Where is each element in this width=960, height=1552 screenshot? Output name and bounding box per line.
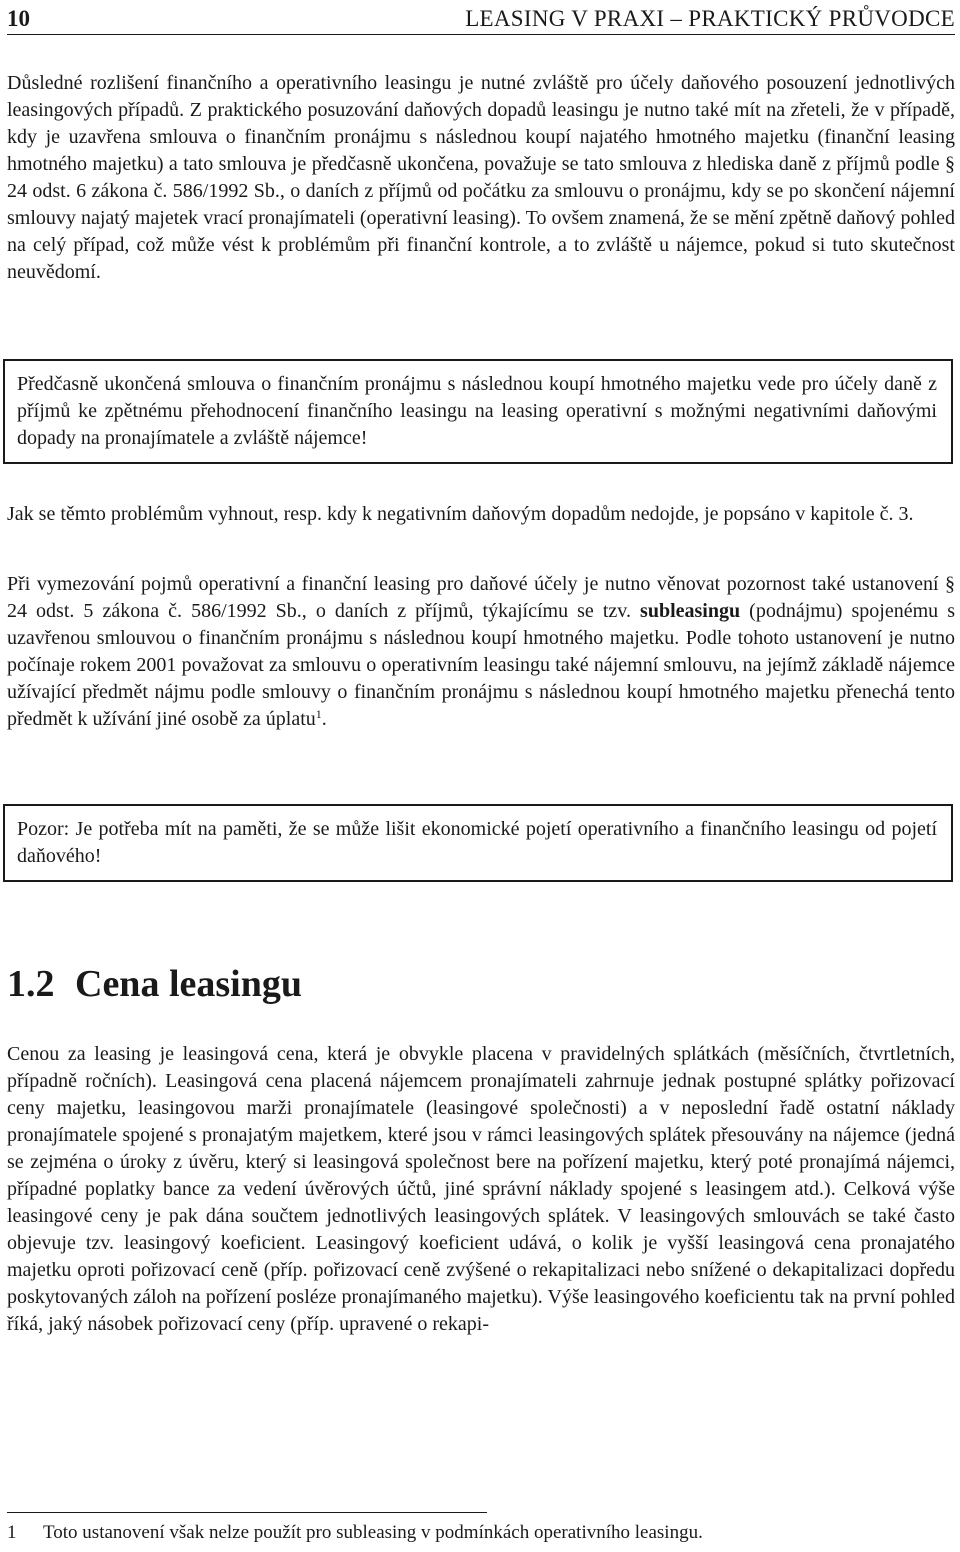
paragraph-how-to-avoid: Jak se těmto problémům vyhnout, resp. kdy k negativním daňovým dopadům nedojde, je popsáno v kapitole č. 3. xyxy=(7,503,914,525)
paragraph-leasing-price: Cenou za leasing je leasingová cena, která je obvykle placena v pravidelných splátkách (měsíčních, čtvrtletních, případně ročních). Leasingová cena placená nájemcem pronajímateli zahrnuje jednak postupné splátky pořizovací ceny majetku, leasingovou marži pronajímatele (leasingové společnosti) a v neposlední řadě ostatní náklady pronajímatele spojené s pronajatým majetkem, které jsou v rámci leasingových splátek přesouvány na nájemce (jedná se zejména o úroky z úvěru, který si leasingová společnost bere na pořízení majetku, který poté pronajímá nájemci, případné poplatky bance za vedení úvěrových účtů, jiné správní náklady spojené s leasingem atd.). Celková výše leasingové ceny je pak dána součtem jednotlivých leasingových splátek. V leasingových smlouvách se také často objevuje tzv. leasingový koeficient. Leasingový koeficient udává, o kolik je vyšší leasingová cena pronajatého majetku oproti pořizovací ceně (příp. pořizovací ceně zvýšené o rekapitalizaci nebo snížené o dekapitalizaci dopředu poskytovaných záloh na pořízení posléze pronajímaného majetku). Výše leasingového koeficientu tak na první pohled říká, jaký násobek pořizovací ceny (příp. upravené o rekapi- xyxy=(7,1043,955,1335)
subleasing-text-end: . xyxy=(321,708,327,730)
running-title: LEASING V PRAXI – PRAKTICKÝ PRŮVODCE xyxy=(465,6,955,31)
footnote-reference[interactable]: 1 xyxy=(315,707,322,721)
footnote xyxy=(7,1521,955,1545)
section-number: 1.2 xyxy=(7,963,55,1005)
callout-box-warning xyxy=(3,804,953,882)
subleasing-text-after: (podnájmu) spojenému s uzavřenou smlouvou o finančním pronájmu s následnou koupí hmotného majetku. Podle tohoto ustanovení je nutno počínaje rokem 2001 považovat za smlouvu o operativním leasingu také nájemní smlouvu, na jejímž základě nájemce užívající předmět nájmu podle smlouvy o finančním pronájmu s následnou koupí hmotného majetku přenechá tento předmět k užívání jiné osobě za úplatu xyxy=(7,600,955,730)
section-heading xyxy=(7,960,302,1008)
section-title: Cena leasingu xyxy=(75,963,302,1005)
callout-box-early-termination xyxy=(3,359,953,464)
footnote-divider xyxy=(7,1512,487,1513)
callout-text: Předčasně ukončená smlouva o finančním pronájmu s následnou koupí hmotného majetku vede pro účely daně z příjmů ke zpětnému přehodnocení finančního leasingu na leasing operativní s možnými negativními daňovými dopady na pronajímatele a zvláště nájemce! xyxy=(17,373,937,449)
paragraph-subleasing xyxy=(7,571,955,733)
warning-text: Pozor: Je potřeba mít na paměti, že se může lišit ekonomické pojetí operativního a finančního leasingu od pojetí daňového! xyxy=(17,818,937,867)
footnote-text: Toto ustanovení však nelze použít pro subleasing v podmínkách operativního leasingu. xyxy=(43,1522,703,1543)
page-number: 10 xyxy=(7,6,30,31)
page-header xyxy=(7,4,955,35)
footnote-mark: 1 xyxy=(7,1522,17,1543)
subleasing-term: subleasingu xyxy=(640,600,741,622)
paragraph-financial-vs-operative: Důsledné rozlišení finančního a operativního leasingu je nutné zvláště pro účely daňového posouzení jednotlivých leasingových případů. Z praktického posuzování daňových dopadů leasingu je nutno také mít na zřeteli, že v případě, kdy je uzavřena smlouva o finančním pronájmu s následnou koupí najatého hmotného majetku (finanční leasing hmotného majetku) a tato smlouva je předčasně ukončena, považuje se tato smlouva z hlediska daně z příjmů podle § 24 odst. 6 zákona č. 586/1992 Sb., o daních z příjmů od počátku za smlouvu o pronájmu, kdy se po skončení nájemní smlouvy najatý majetek vrací pronajímateli (operativní leasing). To ovšem znamená, že se mění zpětně daňový pohled na celý případ, což může vést k problémům při finanční kontrole, a to zvláště u nájemce, pokud si tuto skutečnost neuvědomí. xyxy=(7,72,955,283)
subleasing-text-before: Při vymezování pojmů operativní a finanční leasing pro daňové účely je nutno věnovat pozornost také ustanovení § 24 odst. 5 zákona č. 586/1992 Sb., o daních z příjmů, týkajícímu se tzv. xyxy=(7,573,955,622)
